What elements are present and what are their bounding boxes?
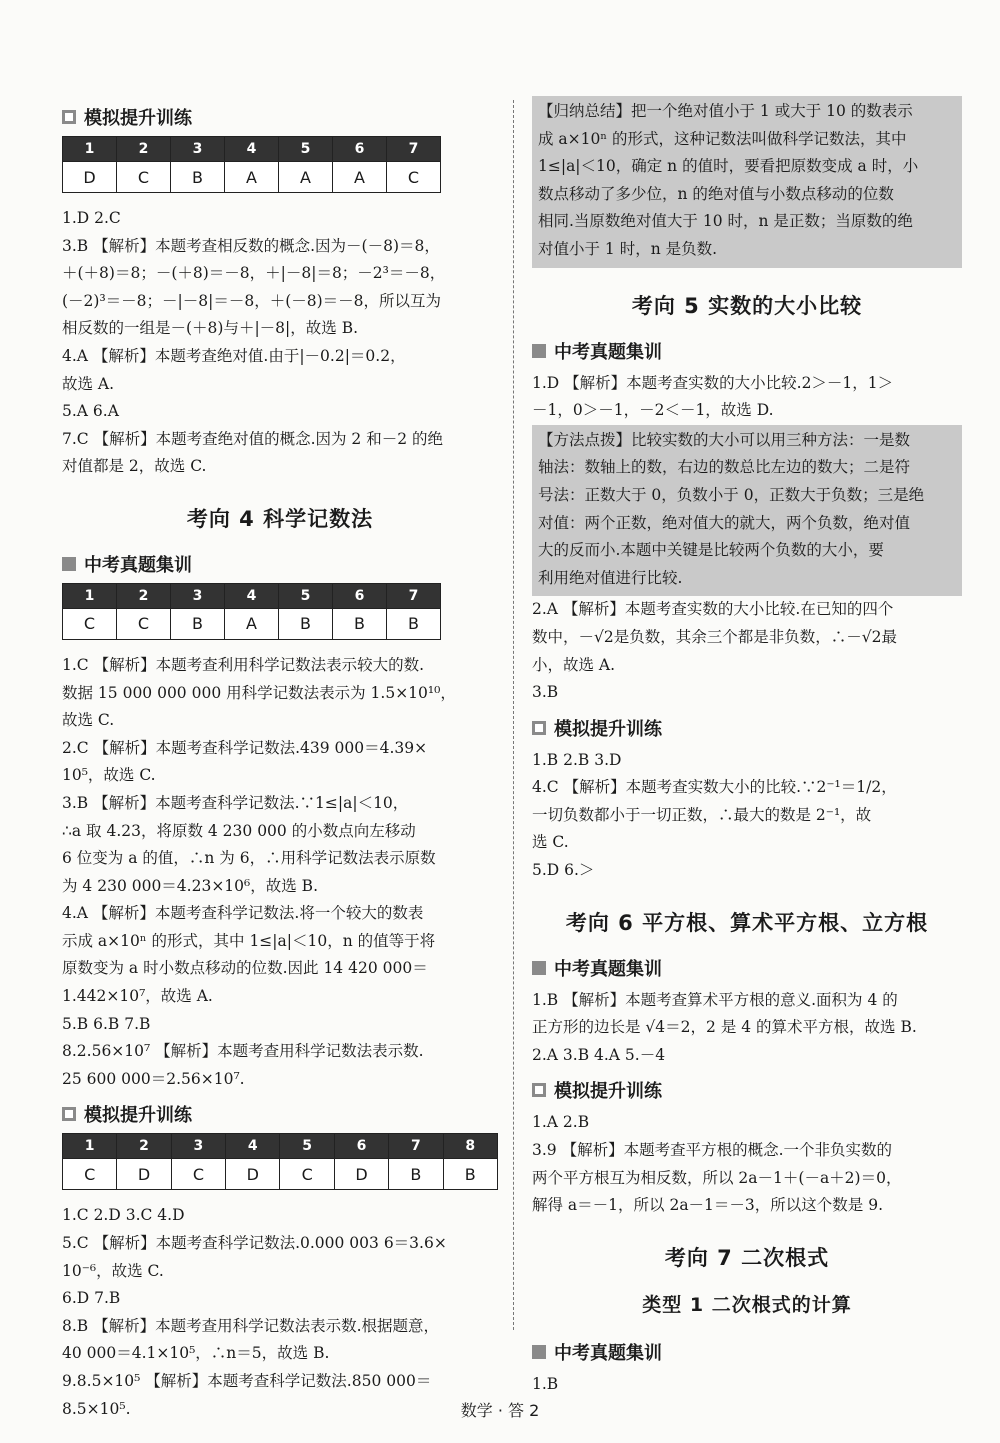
text-line: 1.C 【解析】本题考查利用科学记数法表示较大的数. (62, 655, 425, 674)
text-line: 3.B (532, 683, 559, 702)
answer-block (532, 596, 962, 706)
table-answer-cell: A (225, 162, 279, 193)
square-icon (62, 1107, 76, 1121)
table-answer-cell: A (225, 608, 279, 639)
text-line: 数点移动了多少位，n 的绝对值与小数点移动的位数 (538, 184, 894, 203)
text-line: 故选 C. (62, 711, 115, 730)
section-heading: 中考真题集训 (532, 1339, 962, 1365)
text-line: 【归纳总结】把一个绝对值小于 1 或大于 10 的数表示 (538, 102, 913, 120)
section-title: 考向 7 二次根式 (664, 1245, 830, 1270)
text-line: 相反数的一组是－(＋8)与＋|－8|，故选 B. (62, 319, 359, 338)
table-header-cell: 5 (279, 137, 333, 162)
text-line: 一切负数都小于一切正数，∴最大的数是 2⁻¹，故 (532, 805, 872, 824)
text-line: 4.A 【解析】本题考查绝对值.由于|－0.2|＝0.2， (62, 346, 406, 365)
answer-block (532, 987, 962, 1070)
text-line: 数中，－√2是负数，其余三个都是非负数，∴－√2最 (532, 627, 897, 646)
page-number: 数学 · 答 2 (460, 1401, 540, 1420)
text-line: 7.C 【解析】本题考查绝对值的概念.因为 2 和－2 的绝 (62, 429, 444, 448)
section-heading: 模拟提升训练 (532, 715, 962, 741)
section-heading: 中考真题集训 (62, 551, 498, 577)
square-icon (62, 110, 76, 124)
text-line: 对值小于 1 时，n 是负数. (538, 239, 718, 258)
table-header-cell: 4 (225, 137, 279, 162)
text-line: 对值都是 2，故选 C. (62, 457, 207, 476)
section-title: 考向 5 实数的大小比较 (631, 293, 863, 318)
text-line: 9.8.5×10⁵ 【解析】本题考查科学记数法.850 000＝ (62, 1372, 432, 1390)
section-heading: 中考真题集训 (532, 338, 962, 364)
text-line: 5.B 6.B 7.B (62, 1014, 151, 1033)
table-header-cell: 1 (63, 1134, 117, 1159)
text-line: 选 C. (532, 833, 569, 852)
text-line: 2.A 【解析】本题考查实数的大小比较.在已知的四个 (532, 600, 894, 619)
text-line: 1.B (532, 1374, 559, 1393)
text-line: 2.C 【解析】本题考查科学记数法.439 000＝4.39× (62, 738, 428, 757)
right-column (532, 96, 962, 1398)
text-line: 4.C 【解析】本题考查实数大小的比较.∵2⁻¹＝1/2， (532, 778, 897, 797)
table-answer-cell: C (171, 1159, 225, 1190)
text-line: 3.9 【解析】本题考查平方根的概念.一个非负实数的 (532, 1141, 893, 1160)
table-header-cell: 3 (171, 583, 225, 608)
text-line: 对值：两个正数，绝对值大的就大，两个负数，绝对值 (538, 513, 911, 532)
answer-block (532, 747, 962, 885)
text-line: 示成 a×10ⁿ 的形式，其中 1≤|a|＜10，n 的值等于将 (62, 931, 436, 950)
text-line: 1.D 【解析】本题考查实数的大小比较.2＞－1，1＞ (532, 373, 894, 392)
section-title: 考向 6 平方根、算术平方根、立方根 (565, 910, 929, 935)
text-line: 5.C 【解析】本题考查科学记数法.0.000 003 6＝3.6× (62, 1234, 447, 1253)
square-icon (532, 1345, 546, 1359)
table-header-cell: 6 (333, 583, 387, 608)
table-header-cell: 7 (387, 137, 441, 162)
text-line: 4.A 【解析】本题考查科学记数法.将一个较大的数表 (62, 904, 424, 923)
table-answer-cell: A (279, 162, 333, 193)
table-header-cell: 1 (63, 583, 117, 608)
section-heading: 模拟提升训练 (62, 1101, 498, 1127)
text-line: 6.D 7.B (62, 1289, 121, 1308)
table-answer-cell: D (334, 1159, 388, 1190)
answer-block (62, 1202, 498, 1423)
text-line: 1.B 【解析】本题考查算术平方根的意义.面积为 4 的 (532, 990, 898, 1009)
text-line: 数据 15 000 000 000 用科学记数法表示为 1.5×10¹⁰， (62, 683, 456, 702)
answer-block (532, 370, 962, 425)
text-line: 【方法点拨】比较实数的大小可以用三种方法：一是数 (538, 430, 911, 449)
table-answer-cell: B (279, 608, 333, 639)
text-line: 6 位变为 a 的值，∴n 为 6，∴用科学记数法表示原数 (62, 849, 436, 868)
table-answer-cell: D (63, 162, 117, 193)
text-line: 1≤|a|＜10，确定 n 的值时，要看把原数变成 a 时，小 (538, 157, 919, 176)
table-header-cell: 4 (225, 583, 279, 608)
table-header-cell: 7 (387, 583, 441, 608)
text-line: 1.B 2.B 3.D (532, 750, 622, 769)
square-icon (532, 961, 546, 975)
table-answer-cell: B (389, 1159, 443, 1190)
text-line: 40 000＝4.1×10⁵，∴n＝5，故选 B. (62, 1344, 330, 1363)
table-answer-cell: B (171, 608, 225, 639)
table-answer-cell: C (280, 1159, 334, 1190)
table-answer-cell: D (117, 1159, 171, 1190)
text-line: 故选 A. (62, 374, 115, 393)
table-header-cell: 6 (333, 137, 387, 162)
text-line: ＋(＋8)＝8；－(＋8)＝－8，＋|－8|＝8；－2³＝－8， (62, 264, 446, 283)
answer-block (62, 652, 498, 1094)
table-header-cell: 8 (443, 1134, 497, 1159)
table-answer-cell: D (226, 1159, 280, 1190)
text-line: 利用绝对值进行比较. (538, 568, 683, 587)
text-line: 两个平方根互为相反数，所以 2a－1＋(－a＋2)＝0， (532, 1168, 902, 1187)
text-line: 3.B 【解析】本题考查相反数的概念.因为－(－8)＝8， (62, 236, 440, 255)
text-line: ∴a 取 4.23，将原数 4 230 000 的小数点向左移动 (62, 821, 416, 840)
square-icon (532, 721, 546, 735)
table-header-cell: 2 (117, 1134, 171, 1159)
text-line: 1.442×10⁷，故选 A. (62, 987, 213, 1006)
text-line: 相同.当原数绝对值大于 10 时，n 是正数；当原数的绝 (538, 212, 913, 231)
table-answer-cell: B (333, 608, 387, 639)
square-icon (532, 344, 546, 358)
text-line: 正方形的边长是 √4＝2，2 是 4 的算术平方根，故选 B. (532, 1018, 917, 1037)
table-answer-cell: C (63, 1159, 117, 1190)
text-line: 10⁵，故选 C. (62, 766, 156, 785)
answer-table-2 (62, 583, 441, 640)
square-icon (532, 1083, 546, 1097)
table-answer-cell: C (387, 162, 441, 193)
section-heading: 中考真题集训 (532, 955, 962, 981)
text-line: 8.B 【解析】本题考查用科学记数法表示数.根据题意， (62, 1316, 440, 1335)
table-header-cell: 2 (117, 583, 171, 608)
table-header-cell: 1 (63, 137, 117, 162)
answer-table-3 (62, 1133, 498, 1190)
square-icon (62, 557, 76, 571)
text-line: 8.2.56×10⁷ 【解析】本题考查用科学记数法表示数. (62, 1042, 424, 1061)
text-line: (－2)³＝－8；－|－8|＝－8，＋(－8)＝－8，所以互为 (62, 291, 442, 310)
table-header-cell: 3 (171, 1134, 225, 1159)
text-line: 1.D 2.C (62, 209, 121, 227)
table-header-cell: 2 (117, 137, 171, 162)
text-line: 8.5×10⁵. (62, 1399, 131, 1418)
table-answer-cell: C (63, 608, 117, 639)
table-answer-cell: A (333, 162, 387, 193)
table-header-cell: 3 (171, 137, 225, 162)
text-line: 轴法：数轴上的数，右边的数总比左边的数大；二是符 (538, 458, 911, 477)
text-line: 号法：正数大于 0，负数小于 0，正数大于负数；三是绝 (538, 485, 925, 504)
table-answer-cell: C (117, 608, 171, 639)
table-header-cell: 7 (389, 1134, 443, 1159)
text-line: 5.A 6.A (62, 402, 119, 421)
table-answer-cell: B (171, 162, 225, 193)
table-header-cell: 6 (334, 1134, 388, 1159)
text-line: 3.B 【解析】本题考查科学记数法.∵1≤|a|＜10， (62, 793, 409, 812)
text-line: 成 a×10ⁿ 的形式，这种记数法叫做科学记数法，其中 (538, 129, 907, 148)
table-header-cell: 5 (280, 1134, 334, 1159)
type-title: 类型 1 二次根式的计算 (642, 1293, 852, 1316)
text-line: 大的反而小.本题中关键是比较两个负数的大小，要 (538, 541, 884, 560)
answer-block (62, 205, 498, 481)
text-line: 为 4 230 000＝4.23×10⁶，故选 B. (62, 876, 318, 895)
text-line: 1.C 2.D 3.C 4.D (62, 1206, 185, 1225)
table-header-cell: 4 (226, 1134, 280, 1159)
text-line: 25 600 000＝2.56×10⁷. (62, 1069, 245, 1088)
text-line: 2.A 3.B 4.A 5.－4 (532, 1045, 666, 1064)
table-header-cell: 5 (279, 583, 333, 608)
section-heading: 模拟提升训练 (532, 1077, 962, 1103)
text-line: 原数变为 a 时小数点移动的位数.因此 14 420 000＝ (62, 959, 428, 978)
summary-box (532, 96, 962, 268)
answer-block (532, 1109, 962, 1219)
table-answer-cell: C (117, 162, 171, 193)
table-answer-cell: B (443, 1159, 497, 1190)
method-box (532, 425, 962, 597)
text-line: 10⁻⁶，故选 C. (62, 1261, 164, 1280)
table-answer-cell: B (387, 608, 441, 639)
answer-table-1 (62, 136, 441, 193)
text-line: 1.A 2.B (532, 1113, 590, 1132)
left-column (62, 96, 498, 1423)
column-divider (513, 100, 514, 1330)
text-line: 小，故选 A. (532, 655, 616, 674)
section-title: 考向 4 科学记数法 (186, 506, 374, 531)
text-line: －1，0＞－1，－2＜－1，故选 D. (532, 401, 774, 420)
section-heading: 模拟提升训练 (62, 104, 498, 130)
text-line: 5.D 6.＞ (532, 861, 595, 880)
answer-block (532, 1371, 962, 1399)
text-line: 解得 a＝－1，所以 2a－1＝－3，所以这个数是 9. (532, 1196, 883, 1215)
